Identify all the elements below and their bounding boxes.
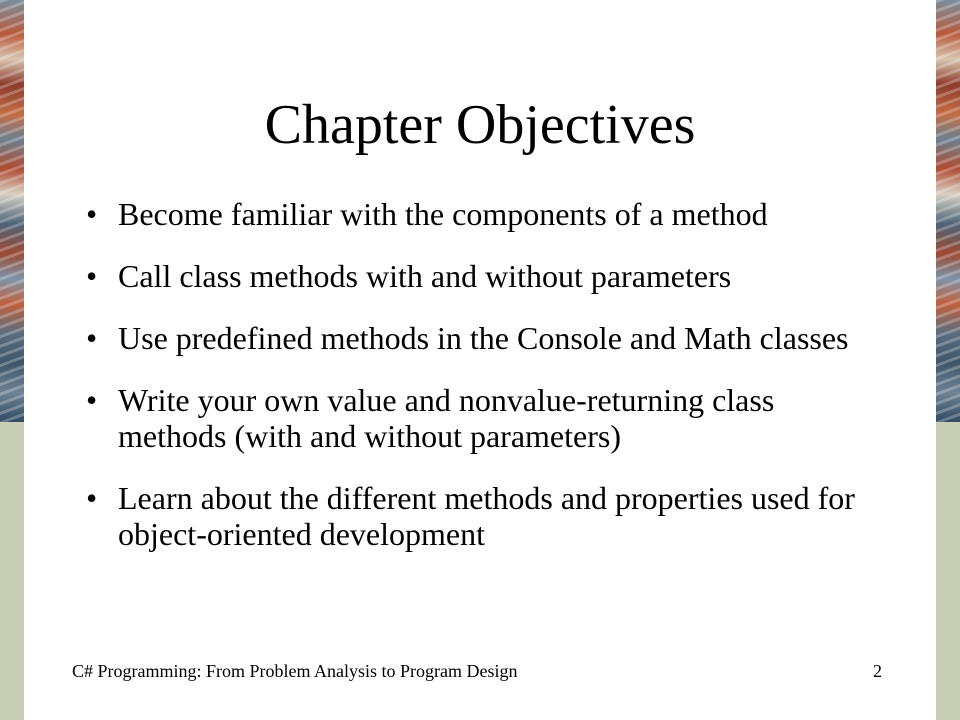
objective-item bbox=[86, 258, 876, 294]
footer-page-number: 2 bbox=[873, 661, 882, 681]
objective-text: Use predefined methods in the Console and Math classes bbox=[118, 320, 849, 356]
bullet-icon: • bbox=[86, 258, 98, 294]
bullet-icon: • bbox=[86, 196, 98, 232]
right-strip-panel bbox=[936, 422, 960, 720]
bullet-icon: • bbox=[86, 480, 98, 516]
objectives-list bbox=[86, 196, 876, 578]
right-strip-photo bbox=[936, 0, 960, 422]
objective-text: Call class methods with and without parameters bbox=[118, 258, 732, 294]
objective-item bbox=[86, 480, 876, 552]
bullet-icon: • bbox=[86, 320, 98, 356]
objective-item bbox=[86, 320, 876, 356]
objective-text: Write your own value and nonvalue-returning class methods (with and without parameters) bbox=[118, 382, 775, 454]
slide-title: Chapter Objectives bbox=[264, 94, 696, 156]
bullet-icon: • bbox=[86, 382, 98, 418]
footer-book-title: C# Programming: From Problem Analysis to Program Design bbox=[72, 661, 518, 681]
objective-item bbox=[86, 382, 876, 454]
objective-item bbox=[86, 196, 876, 232]
objective-text: Learn about the different methods and properties used for object-oriented development bbox=[118, 480, 855, 552]
objective-text: Become familiar with the components of a method bbox=[118, 196, 768, 232]
left-strip-photo bbox=[0, 0, 24, 422]
left-strip-panel bbox=[0, 422, 24, 720]
